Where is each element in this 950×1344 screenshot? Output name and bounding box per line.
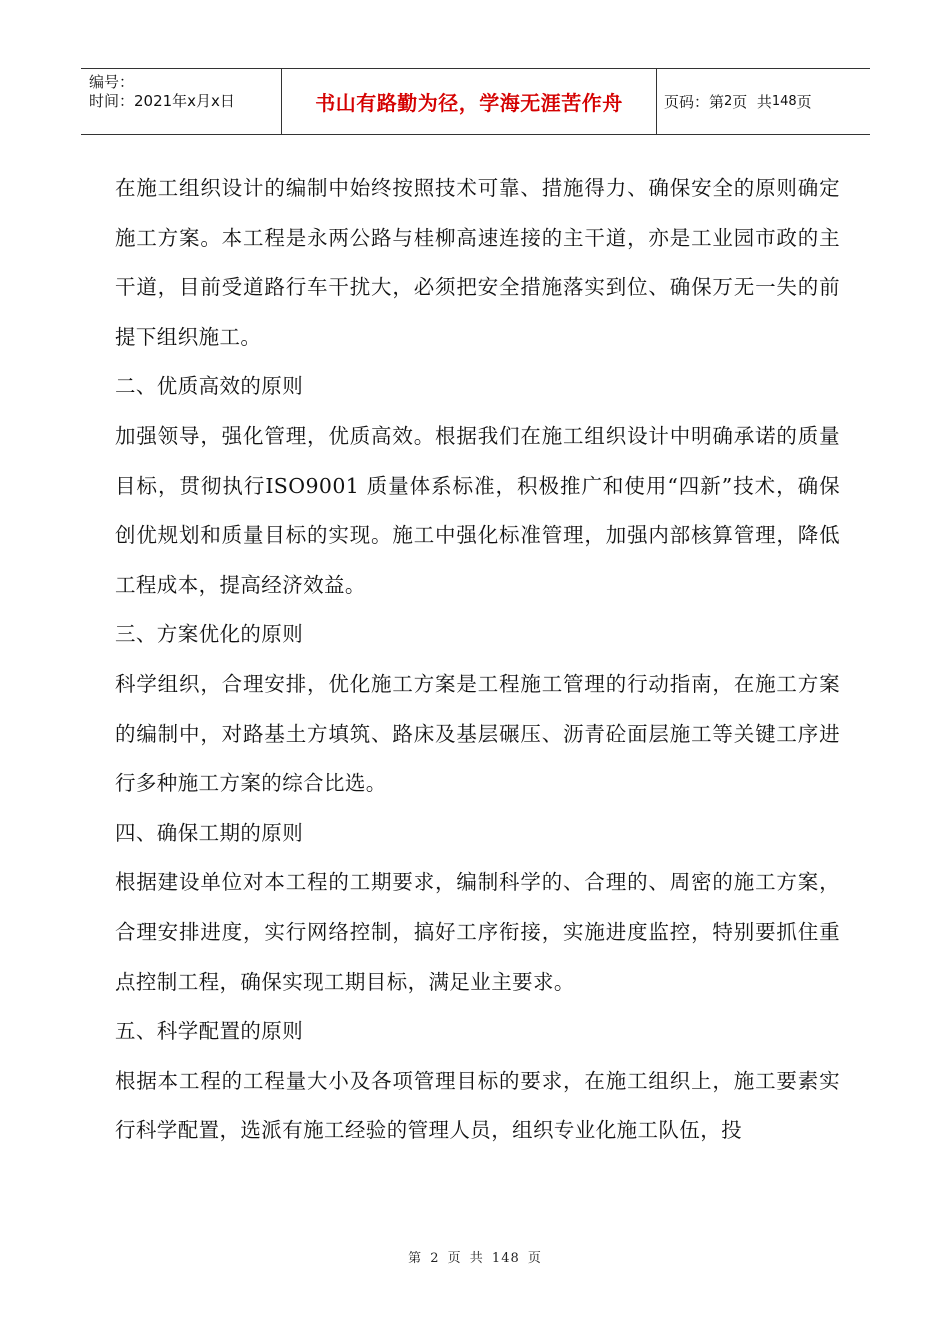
page-suffix: 页: [796, 93, 812, 111]
document-number-label: 编号：: [89, 73, 135, 91]
page-header: [81, 68, 870, 135]
header-info-cell: [81, 69, 282, 134]
header-page-cell: [657, 69, 870, 134]
section-heading: 二、优质高效的原则: [115, 374, 304, 399]
document-body: [115, 164, 840, 1156]
motto-text: 书山有路勤为径，学海无涯苦作舟: [315, 91, 623, 115]
header-motto-cell: [282, 69, 657, 134]
page-total: 148: [771, 94, 797, 109]
paragraph: 在施工组织设计的编制中始终按照技术可靠、措施得力、确保安全的原则确定施工方案。本工程是永两公路与桂柳高速连接的主干道，亦是工业园市政的主干道，目前受道路行车干扰大，必须把安全措施落实到位、确保万无一失的前提下组织施工。: [115, 176, 840, 349]
section-heading: 四、确保工期的原则: [115, 820, 304, 845]
page-number: 2: [724, 94, 733, 109]
document-date: 时间：2021年x月x日: [89, 92, 235, 110]
section-heading: 五、科学配置的原则: [115, 1019, 304, 1044]
paragraph: 科学组织，合理安排，优化施工方案是工程施工管理的行动指南，在施工方案的编制中，对路基土方填筑、路床及基层碾压、沥青砼面层施工等关键工序进行多种施工方案的综合比选。: [115, 671, 840, 796]
section-heading: 三、方案优化的原则: [115, 622, 304, 647]
page-footer: 第 2 页 共 148 页: [408, 1251, 542, 1266]
paragraph: 加强领导，强化管理，优质高效。根据我们在施工组织设计中明确承诺的质量目标，贯彻执行ISO9001 质量体系标准，积极推广和使用“四新”技术，确保创优规划和质量目标的实现。施工中强化标准管理，加强内部核算管理，降低工程成本，提高经济效益。: [115, 423, 840, 597]
paragraph: 根据建设单位对本工程的工期要求，编制科学的、合理的、周密的施工方案，合理安排进度，实行网络控制，搞好工序衔接，实施进度监控，特别要抓住重点控制工程，确保实现工期目标，满足业主要求。: [115, 870, 840, 994]
page-prefix: 页码：第: [664, 93, 725, 111]
paragraph: 根据本工程的工程量大小及各项管理目标的要求，在施工组织上，施工要素实行科学配置，选派有施工经验的管理人员，组织专业化施工队伍，投: [115, 1068, 840, 1143]
page-mid: 页 共: [732, 93, 772, 111]
